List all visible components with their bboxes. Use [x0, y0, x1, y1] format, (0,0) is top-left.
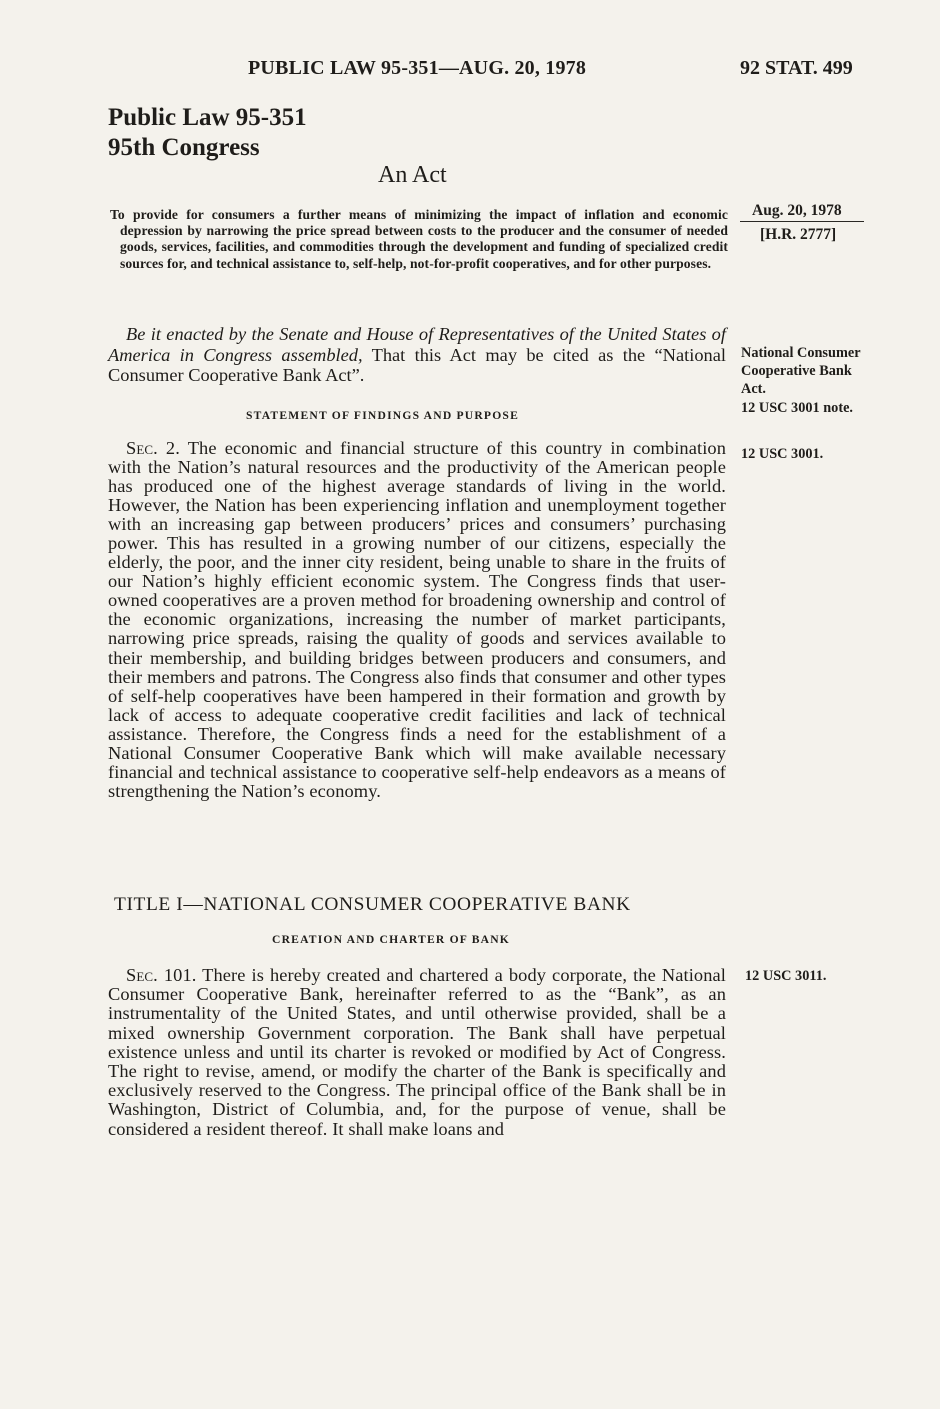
enacting-clause-rest: That this Act may be cited as the “National Consumer Cooperative Bank Act”.	[108, 344, 726, 386]
creation-heading: CREATION AND CHARTER OF BANK	[272, 933, 511, 946]
section-2-label: Sec. 2.	[126, 438, 180, 458]
title-one-heading: TITLE I—NATIONAL CONSUMER COOPERATIVE BANK	[114, 894, 631, 915]
margin-bill-number: [H.R. 2777]	[760, 226, 837, 243]
section-2-paragraph	[108, 439, 726, 801]
margin-short-title	[741, 344, 871, 417]
section-2-text: The economic and financial structure of this country in combination with the Nation’s natural resources and the productivity of the American people has produced one of the highest average standards of living in the world. However, the Nation has been experiencing inflation and unemployment together with an increasing gap between producers’ prices and consumers’ purchasing power. This has resulted in a growing number of our citizens, especially the elderly, the poor, and the inner city resident, being unable to share in the fruits of our Nation’s highly efficient economic system. The Congress finds that user-owned cooperatives are a proven method for broadening ownership and control of the economic organizations, increasing the number of market participants, narrowing price spreads, raising the quality of goods and services available to their membership, and building bridges between producers and consumers, and their members and patrons. The Congress also finds that consumer and other types of self-help cooperatives have been hampered in their formation and growth by lack of access to adequate cooperative credit facilities and lack of technical assistance. Therefore, the Congress finds a need for the establishment of a National Consumer Cooperative Bank which will make available necessary financial and technical assistance to cooperative self-help endeavors as a means of strengthening the Nation’s economy.	[108, 438, 726, 801]
enacting-clause-italic: Be it enacted by the Senate and House of Representatives of the United States of America in Congress assembled,	[108, 324, 726, 365]
law-number: Public Law 95-351	[108, 104, 307, 131]
purpose-clause: To provide for consumers a further means of minimizing the impact of inflation and economic depression by narrowing the price spread between costs to the producer and the consumer of needed goods, services, facilities, and commodities through the development and funding of specialized credit sources for, and technical assistance to, self-help, not-for-profit cooperatives, and for other purposes.	[110, 207, 728, 271]
findings-heading: STATEMENT OF FINDINGS AND PURPOSE	[246, 409, 520, 422]
section-101-paragraph	[108, 966, 726, 1139]
margin-rule	[740, 221, 864, 222]
congress-number: 95th Congress	[108, 134, 260, 161]
law-identification	[108, 103, 307, 163]
enacting-clause	[108, 324, 726, 386]
act-label: An Act	[378, 162, 447, 188]
margin-usc-3011: 12 USC 3011.	[745, 968, 827, 984]
margin-usc-note: 12 USC 3001 note.	[741, 399, 853, 416]
margin-date: Aug. 20, 1978	[752, 202, 842, 219]
running-head: PUBLIC LAW 95-351—AUG. 20, 1978	[248, 57, 587, 79]
section-101-text: There is hereby created and chartered a body corporate, the National Consumer Cooperative Bank, hereinafter referred to as the “Bank”, as an instrumentality of the United States, and until otherwise provided, shall be a mixed ownership Government corporation. The Bank shall have perpetual existence unless and until its charter is revoked or modified by Act of Congress. The right to revise, amend, or modify the charter of the Bank is specifically and exclusively reserved to the Congress. The principal office of the Bank shall be in Washington, District of Columbia, and, for the purpose of venue, shall be considered a resident thereof. It shall make loans and	[108, 965, 726, 1139]
statutes-page-reference: 92 STAT. 499	[740, 57, 853, 79]
margin-usc-3001: 12 USC 3001.	[741, 446, 824, 462]
section-101-label: Sec. 101.	[126, 965, 197, 985]
margin-short-title-text: National Consumer Cooperative Bank Act.	[741, 345, 861, 398]
